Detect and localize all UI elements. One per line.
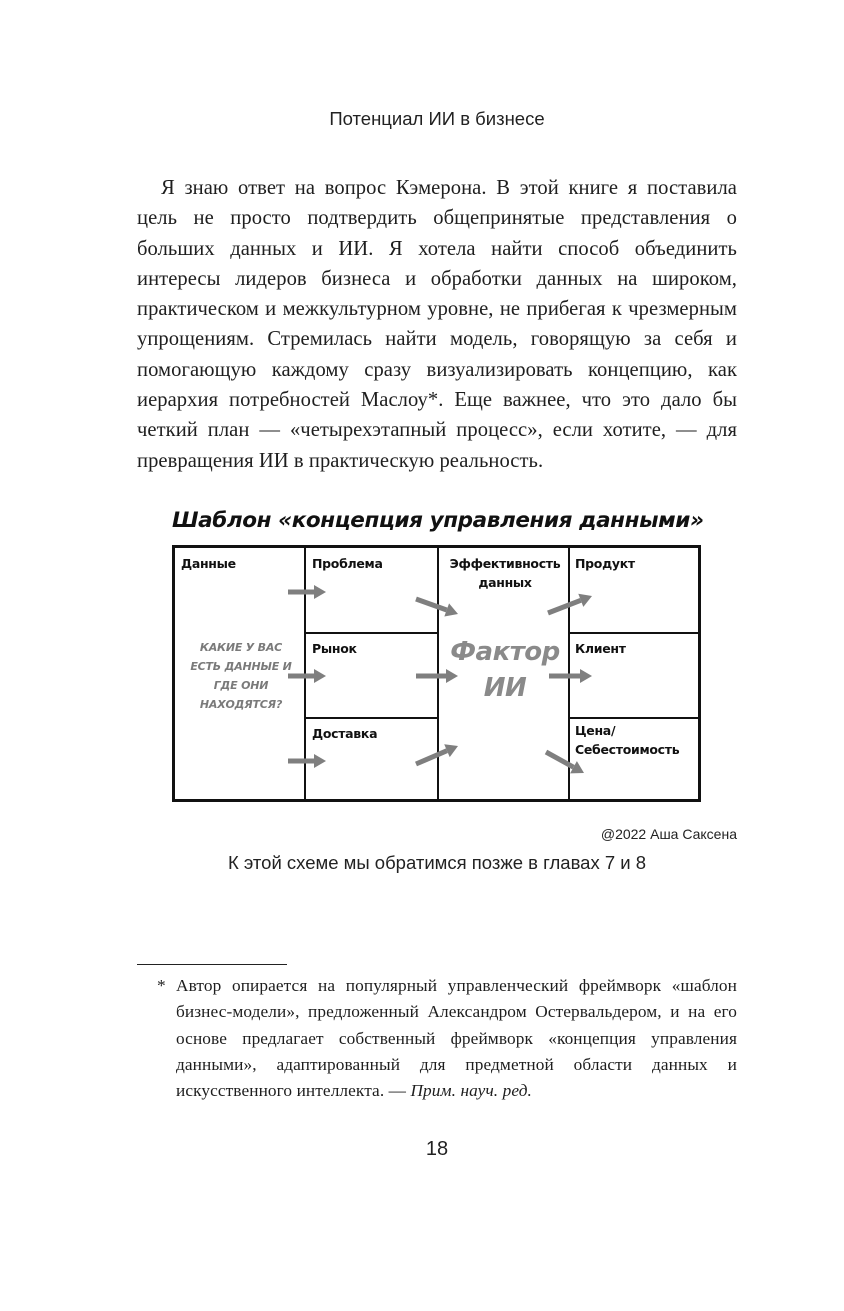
footnote-text: [176, 973, 737, 1104]
row-divider: [304, 632, 439, 634]
footnote-editor-note: Прим. науч. ред.: [410, 1081, 532, 1101]
cell-problem-label: Проблема: [312, 556, 383, 571]
row-divider: [568, 717, 701, 719]
footnote-rule: [137, 964, 287, 965]
page-number: 18: [425, 1138, 449, 1160]
figure-title: Шаблон «концепция управления данными»: [172, 508, 704, 533]
cell-data-label: Данные: [181, 556, 236, 571]
cell-product-label: Продукт: [575, 556, 635, 571]
body-paragraph: Я знаю ответ на вопрос Кэмерона. В этой книге я поставила цель не просто подтвердить общепринятые представления о больших данных и ИИ. Я хотела найти способ объединить интересы лидеров бизнеса и обработки данных на широком, практическом и межкультурном уровне, не прибегая к чрезмерным упрощениям. Стремилась найти модель, говорящую за себя и помогающую каждому сразу визуализировать концепцию, как иерархия потребностей Маслоу*. Еще важнее, что это дало бы четкий план — «четырехэтапный процесс», если хотите, — для превращения ИИ в практическую реальность.: [137, 177, 737, 472]
ai-factor-label: Фактор ИИ: [450, 637, 560, 703]
cell-delivery-label: Доставка: [312, 726, 378, 741]
cell-price-label: Цена/ Себестоимость: [575, 723, 680, 757]
cell-efficiency-label: Эффективность данных: [449, 556, 561, 590]
row-divider: [568, 632, 701, 634]
cell-client-label: Клиент: [575, 641, 626, 656]
data-management-template-diagram: [172, 545, 701, 802]
data-question-prompt: КАКИЕ У ВАС ЕСТЬ ДАННЫЕ И ГДЕ ОНИ НАХОДЯТСЯ?: [190, 641, 292, 711]
figure-caption: К этой схеме мы обратимся позже в главах 7 и 8: [227, 852, 647, 873]
cell-market-label: Рынок: [312, 641, 357, 656]
footnote-marker: *: [157, 976, 166, 995]
copyright-notice: @2022 Аша Саксена: [600, 826, 737, 842]
column-divider: [304, 548, 306, 799]
row-divider: [304, 717, 439, 719]
footnote-body: Автор опирается на популярный управленческий фреймворк «шаблон бизнес-модели», предложенный Александром Остервальдером, и на его основе предлагает собственный фреймворк «концепция управления данными», адаптированный для предметной области данных и искусственного интеллекта. —: [176, 976, 737, 1101]
running-head: Потенциал ИИ в бизнесе: [329, 108, 545, 129]
